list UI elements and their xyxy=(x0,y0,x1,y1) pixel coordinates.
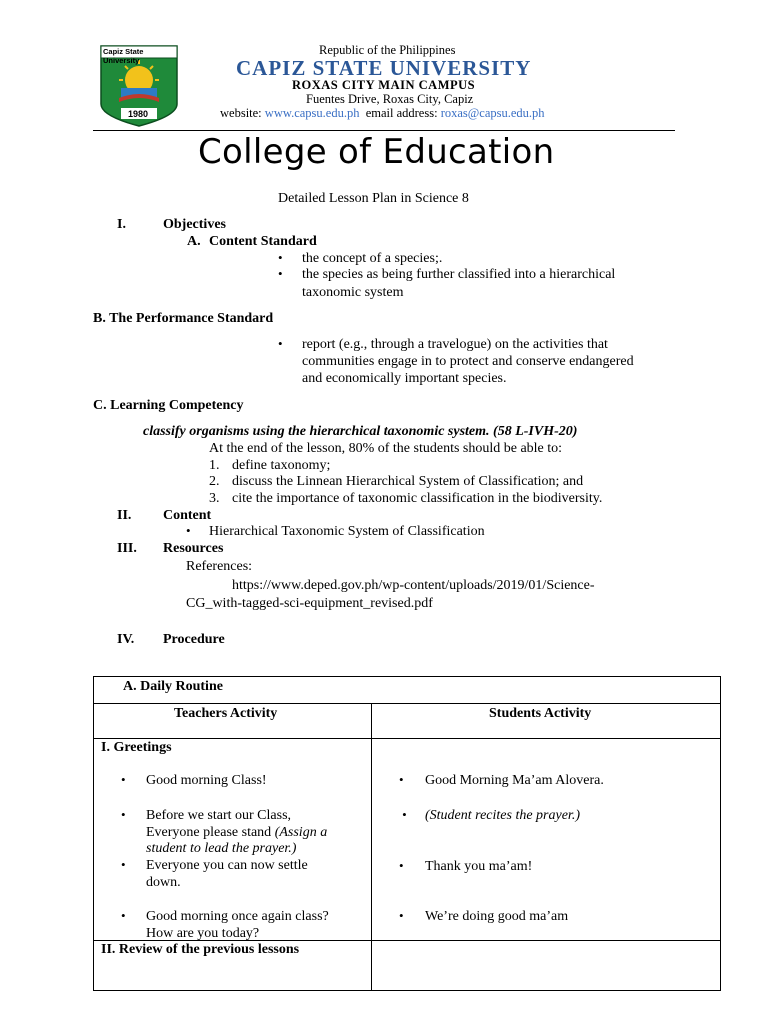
content-standard-bullet-2: the species as being further classified into a hierarchical xyxy=(302,267,616,282)
bullet-icon: • xyxy=(399,772,404,787)
student-line-3: Thank you ma’am! xyxy=(425,859,533,874)
email-label: email address: xyxy=(365,106,438,120)
bullet-icon: • xyxy=(278,266,283,281)
daily-routine-heading: A. Daily Routine xyxy=(123,679,223,694)
procedure-heading: Procedure xyxy=(163,632,225,647)
address-line: Fuentes Drive, Roxas City, Capiz xyxy=(306,92,474,106)
teacher-line-3a: Everyone you can now settle xyxy=(146,858,308,873)
teacher-column-header xyxy=(94,704,372,739)
bullet-icon: • xyxy=(399,858,404,873)
content-standard-letter: A. xyxy=(187,234,201,249)
student-column-header xyxy=(372,704,721,739)
bullet-icon: • xyxy=(121,908,126,923)
bullet-icon: • xyxy=(186,523,191,538)
bullet-icon: • xyxy=(278,336,283,351)
teacher-greetings-cell xyxy=(94,739,372,941)
content-standard-bullet-2-cont: taxonomic system xyxy=(302,285,404,300)
content-bullet: Hierarchical Taxonomic System of Classification xyxy=(209,524,485,539)
college-title: College of Education xyxy=(198,132,555,172)
review-heading: II. Review of the previous lessons xyxy=(101,942,300,957)
bullet-icon: • xyxy=(399,908,404,923)
student-line-4: We’re doing good ma’am xyxy=(425,909,569,924)
performance-line-2: communities engage in to protect and conserve endangered xyxy=(302,354,634,369)
teacher-line-2b xyxy=(146,824,327,841)
bullet-icon: • xyxy=(121,807,126,822)
teacher-line-2b-text: Everyone please stand xyxy=(146,825,275,840)
student-greetings-cell xyxy=(372,739,721,941)
bullet-icon: • xyxy=(121,772,126,787)
teacher-line-1: Good morning Class! xyxy=(146,773,267,788)
student-line-2: (Student recites the prayer.) xyxy=(425,808,580,823)
logo-year: 1980 xyxy=(128,109,149,119)
students-activity-heading: Students Activity xyxy=(489,706,592,721)
teachers-activity-heading: Teachers Activity xyxy=(174,706,278,721)
learning-competency-heading: C. Learning Competency xyxy=(93,398,244,413)
performance-standard-heading: B. The Performance Standard xyxy=(93,311,274,326)
contact-line xyxy=(220,106,545,121)
competency-intro: At the end of the lesson, 80% of the students should be able to: xyxy=(209,441,563,456)
content-heading: Content xyxy=(163,508,212,523)
teacher-line-2b-italic: (Assign a xyxy=(274,825,328,840)
reference-url-line-1[interactable]: https://www.deped.gov.ph/wp-content/uploads/2019/01/Science- xyxy=(232,578,595,593)
teacher-line-4b: How are you today? xyxy=(146,926,260,941)
objectives-number: I. xyxy=(117,217,126,232)
reference-url-line-2[interactable]: CG_with-tagged-sci-equipment_revised.pdf xyxy=(186,596,433,611)
email-link[interactable]: roxas@capsu.edu.ph xyxy=(440,106,545,120)
competency-item-1-num: 1. xyxy=(209,458,220,473)
logo-top-text: Capiz State University xyxy=(103,47,144,65)
procedure-number: IV. xyxy=(117,632,135,647)
references-label: References: xyxy=(186,559,253,574)
teacher-line-2c: student to lead the prayer.) xyxy=(146,841,297,856)
teacher-line-2a: Before we start our Class, xyxy=(146,808,292,823)
republic-line: Republic of the Philippines xyxy=(319,43,456,57)
content-standard-heading: Content Standard xyxy=(209,234,317,249)
lesson-title: Detailed Lesson Plan in Science 8 xyxy=(278,191,469,206)
teacher-line-4a: Good morning once again class? xyxy=(146,909,329,924)
performance-line-3: and economically important species. xyxy=(302,371,507,386)
daily-routine-header-cell xyxy=(94,677,721,704)
website-link[interactable]: www.capsu.edu.ph xyxy=(264,106,360,120)
student-line-1: Good Morning Ma’am Alovera. xyxy=(425,773,604,788)
university-logo xyxy=(97,42,181,128)
competency-item-3: cite the importance of taxonomic classification in the biodiversity. xyxy=(232,491,603,506)
competency-item-2-num: 2. xyxy=(209,474,220,489)
performance-line-1: report (e.g., through a travelogue) on the activities that xyxy=(302,337,608,352)
content-standard-bullet-1: the concept of a species;. xyxy=(302,251,443,266)
resources-number: III. xyxy=(117,541,137,556)
content-number: II. xyxy=(117,508,132,523)
teacher-review-cell xyxy=(94,941,372,991)
greetings-heading: I. Greetings xyxy=(101,740,172,755)
bullet-icon: • xyxy=(121,857,126,872)
competency-item-1: define taxonomy; xyxy=(232,458,331,473)
university-name: CAPIZ STATE UNIVERSITY xyxy=(236,56,532,80)
campus-name: ROXAS CITY MAIN CAMPUS xyxy=(292,78,476,92)
daily-routine-table xyxy=(93,676,721,991)
teacher-line-3b: down. xyxy=(146,875,181,890)
competency-statement: classify organisms using the hierarchical taxonomic system. (58 L-IVH-20) xyxy=(143,424,578,439)
header-divider xyxy=(93,130,675,131)
student-review-cell xyxy=(372,941,721,991)
competency-item-2: discuss the Linnean Hierarchical System of Classification; and xyxy=(232,474,584,489)
competency-item-3-num: 3. xyxy=(209,491,220,506)
website-label: website: xyxy=(220,106,262,120)
bullet-icon: • xyxy=(278,250,283,265)
bullet-icon: • xyxy=(402,807,407,822)
resources-heading: Resources xyxy=(163,541,224,556)
objectives-heading: Objectives xyxy=(163,217,226,232)
